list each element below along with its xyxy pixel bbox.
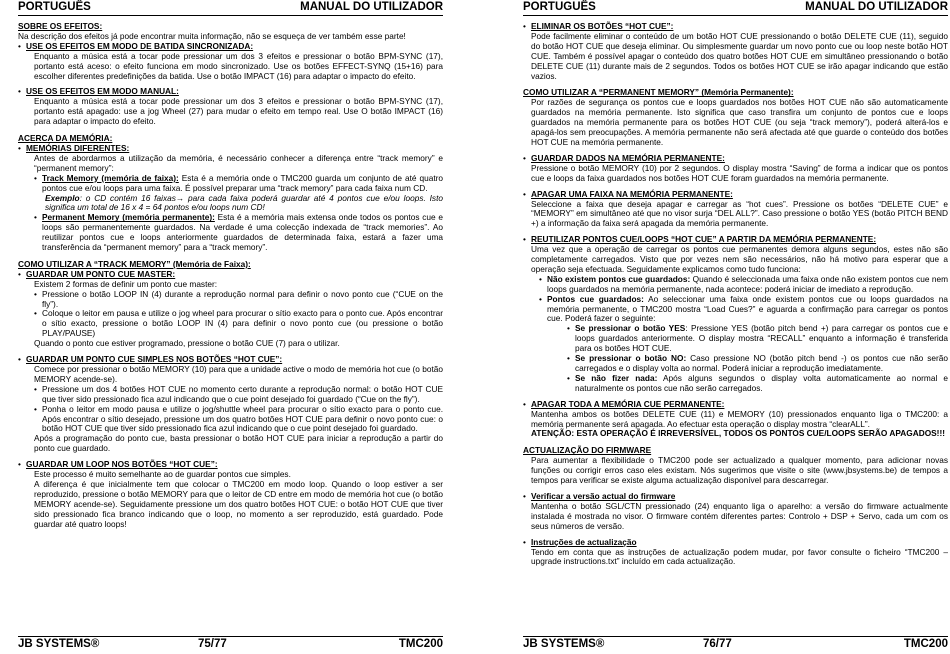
bullet-title: USE OS EFEITOS EM MODO MANUAL:	[26, 86, 179, 97]
bullet-icon: •	[523, 490, 526, 501]
bullet-item	[18, 40, 443, 52]
bullet-title: GUARDAR UM LOOP NOS BOTÕES “HOT CUE”:	[26, 459, 218, 470]
bullet-title: USE OS EFEITOS EM MODO DE BATIDA SINCRONIZADA:	[26, 40, 254, 51]
option-item	[567, 353, 948, 374]
footer-model: TMC200	[903, 638, 948, 650]
sub-bullet-text: Quando é seleccionada uma faixa onde não existem pontos cue nem loops guardados na memória permanente, nada acontece: poderá iniciar de imediato a reprodução.	[547, 273, 948, 294]
bullet-icon: •	[523, 21, 526, 31]
bullet-icon: •	[18, 354, 21, 365]
sub-bullet-item	[539, 293, 948, 325]
sub-bullet-icon: •	[539, 293, 542, 304]
paragraph: Mantenha ambos os botões DELETE CUE (11) e MEMORY (10) pressionados enquanto liga o TMC200: a memória permanente será apagada. Ao efectuar esta operação o display mostra “clearALL”.	[531, 408, 948, 429]
left-body	[18, 22, 443, 632]
bullet-item	[523, 536, 948, 548]
paragraph: Tendo em conta que as instruções de actualização podem mudar, por favor consulte o ficheiro “TMC200 – upgrade instructions.txt” incluído em cada actualização.	[531, 546, 948, 567]
bullet-title: APAGAR TODA A MEMÓRIA CUE PERMANENTE:	[531, 398, 725, 409]
bullet-icon: •	[18, 268, 21, 279]
paragraph: Seleccione a faixa que deseja apagar e carregar as “hot cues”. Pressione os botões “DELETE CUE” e “MEMORY” em simultâneo até que no visor surja “DEL ALL?”. Caso pressione o botão YES (botão PITCH BEND +) a informação da faixa será apagada da memória permanente.	[531, 198, 948, 229]
bullet-icon: •	[523, 234, 526, 245]
sub-bullet-title: Pontos cue guardados:	[547, 293, 644, 304]
option-item	[567, 323, 948, 354]
paragraph: Após a programação do ponto cue, basta pressionar o botão HOT CUE para iniciar a reprodução a partir do ponto cue guardado.	[34, 433, 443, 454]
sub-bullet-item	[34, 212, 443, 253]
left-footer	[18, 636, 443, 653]
sub-bullet-icon: •	[34, 288, 37, 299]
option-bullet-icon: •	[567, 372, 570, 383]
section-title: COMO UTILIZAR A “TRACK MEMORY” (Memória de Faixa):	[18, 258, 251, 269]
paragraph: Por razões de segurança os pontos cue e loops guardados nos botões HOT CUE não são automaticamente guardados na memória permanente. Isto significa que caso transfira um conjunto de pontos cue e loops guardados na memória permanente para os botões HOT CUE (ou seja “track memory”), poderá alterá-los e apagá-los sem preocupações. A memória permanente não será afectada até que guarde o conteúdo dos botões HOT CUE na memória permanente.	[531, 97, 948, 147]
right-header	[523, 1, 948, 16]
bullet-title: ELIMINAR OS BOTÕES “HOT CUE”:	[531, 21, 674, 31]
option-text: Caso pressione NO (botão pitch bend -) os pontos cue não serão carregados e o display volta ao normal. Poderá iniciar a reprodução imediatamente.	[575, 353, 948, 373]
right-body	[523, 22, 948, 632]
bullet-title: GUARDAR UM PONTO CUE SIMPLES NOS BOTÕES “HOT CUE”:	[26, 354, 283, 365]
bullet-title: GUARDAR UM PONTO CUE MASTER:	[26, 268, 176, 279]
right-page	[523, 0, 948, 654]
bullet-icon: •	[523, 536, 526, 547]
bullet-title: GUARDAR DADOS NA MEMÓRIA PERMANENTE:	[531, 152, 725, 163]
footer-brand: JB SYSTEMS®	[523, 638, 605, 650]
right-footer	[523, 636, 948, 653]
sub-bullet-title: Não existem pontos cue guardados:	[547, 273, 691, 284]
option-title: Se não fizer nada:	[575, 372, 658, 383]
bullet-item	[523, 234, 948, 245]
section-title: ACERCA DA MEMÓRIA:	[18, 133, 113, 144]
sub-bullet-icon: •	[34, 172, 37, 183]
sub-bullet-item	[34, 288, 443, 310]
bullet-title: APAGAR UMA FAIXA NA MEMÓRIA PERMANENTE:	[531, 188, 733, 199]
paragraph: Enquanto a música está a tocar pode pressionar um dos 3 efeitos e pressionar o botão BPM-SYNC (17), portanto está aceso: o efeito funciona em modo sincronizado. Use os botões EFFECT-SYNQ (15+16) para escolher diferentes predefinições da batida. Use o botão IMPACT (16) para adaptar o impacto do efeito.	[34, 50, 443, 81]
bullet-icon: •	[523, 188, 526, 199]
sub-bullet-icon: •	[34, 403, 37, 414]
example-label: Exemplo	[45, 192, 80, 203]
paragraph: Quando o ponto cue estiver programado, pressione o botão CUE (7) para o utilizar.	[34, 338, 340, 349]
sub-bullet-icon: •	[34, 212, 37, 223]
sub-bullet-text: Pressione um dos 4 botões HOT CUE no momento certo durante a reprodução normal: o botão HOT CUE que tiver sido pressionado fica azul indicando que o cue point desejado foi guardado (“Cue on the fly”).	[42, 383, 443, 404]
paragraph: Comece por pressionar o botão MEMORY (10) para que a unidade active o modo de memória hot cue (o botão MEMORY acende-se).	[34, 364, 443, 384]
left-page	[18, 0, 443, 654]
paragraph: Este processo é muito semelhante ao de guardar pontos cue simples.	[34, 469, 291, 480]
bullet-item	[523, 152, 948, 164]
paragraph: Enquanto a música está a tocar pode pressionar um dos 3 efeitos e pressionar o botão BPM-SYNC (17), portanto está apagado: use a jog Wheel (27) para mudar o efeito em tempo real. Use O botão IMPACT (16) para adaptar o impacto do efeito.	[34, 96, 443, 127]
sub-bullet-text: Pressione o botão LOOP IN (4) durante a reprodução normal para definir o novo ponto cue (“CUE on the fly”).	[42, 288, 443, 309]
bullet-item	[523, 21, 948, 32]
sub-bullet-item	[34, 383, 443, 405]
paragraph: Pressione o botão MEMORY (10) por 2 segundos. O display mostra “Saving” de forma a indicar que os pontos cue e loops da faixa guardados nos botões HOT CUE foram guardados na memória permanente.	[531, 162, 948, 183]
sub-bullet-icon: •	[34, 308, 37, 319]
bullet-icon: •	[18, 86, 21, 97]
sub-bullet-text: Ponha o leitor em modo pausa e utilize o jog/shuttle wheel para procurar o sítio exacto para o ponto cue. Após encontrar o sítio desejado, pressione um dos quatro botões HOT CUE para definir o novo ponto cue: o botão HOT CUE que tiver sido pressionado fica azul indicando que o cue point desejado foi guardado.	[42, 403, 443, 434]
bullet-item	[18, 142, 443, 154]
bullet-title: Verificar a versão actual do firmware	[531, 490, 676, 501]
warning-text: ATENÇÃO: ESTA OPERAÇÃO É IRREVERSÍVEL, TODOS OS PONTOS CUE/LOOPS SERÃO APAGADOS!!!	[531, 428, 945, 439]
sub-bullet-item	[34, 403, 443, 435]
bullet-icon: •	[18, 40, 21, 51]
example-body: : o CD contém 16 faixas→ para cada faixa poderá guardar até 4 pontos cue e/ou loops. Isto significa um total de 16 x 4 = 64 pontos e/ou loops num CD!	[45, 192, 443, 213]
footer-page-number: 76/77	[703, 638, 732, 650]
header-language: PORTUGUÊS	[523, 1, 596, 13]
option-title: Se pressionar o botão NO:	[575, 353, 687, 364]
paragraph: Uma vez que a operação de carregar os pontos cue permanentes demora alguns segundos, estes não são completamente carregados. Visto que por vezes nem são necessários, não há motivo para esperar que a operação seja efectuada. Seguidamente explicamos como tudo funciona:	[531, 244, 948, 274]
sub-bullet-text: Esta é a memória onde o TMC200 guarda um conjunto de até quatro pontos cue e/ou loops para uma faixa. É possível preparar uma “track memory” para cada faixa num CD.	[42, 172, 444, 193]
sub-bullet-text: Esta é a memória mais extensa onde todos os pontos cue e loops são permanentemente guardados. Na verdade é uma colecção indexada de “track memories”. Ao reutilizar pontos cue e loops anteriormente guardados de determinada faixa, estará a fazer uma transferência da “permanent memory” para a “track memory”.	[42, 212, 443, 253]
option-title: Se pressionar o botão YES	[575, 323, 686, 334]
header-language: PORTUGUÊS	[18, 1, 91, 13]
bullet-item	[18, 86, 443, 97]
section-title: SOBRE OS EFEITOS:	[18, 21, 103, 31]
sub-bullet-text: Ao seleccionar uma faixa onde existem pontos cue ou loops guardados na memória permanente, o TMC200 mostra “Load Cues?” e aguarda a confirmação para carregar os pontos cue. Poderá fazer o seguinte:	[547, 293, 948, 324]
option-bullet-icon: •	[567, 323, 570, 334]
paragraph: Existem 2 formas de definir um ponto cue master:	[34, 278, 218, 289]
paragraph: Mantenha o botão SGL/CTN pressionado (24) enquanto liga o aparelho: a versão do firmware actualmente instalada é mostrada no visor. O firmware contém diferentes partes: Controlo + DSP + Servo, cada um com os seus números de versão.	[531, 500, 948, 531]
paragraph: Antes de abordarmos a utilização da memória, é necessário conhecer a diferença entre “track memory” e “permanent memory”:	[34, 152, 443, 173]
bullet-item	[523, 398, 948, 410]
bullet-item	[18, 354, 443, 365]
bullet-item	[18, 268, 443, 280]
sub-bullet-item	[539, 273, 948, 295]
header-title: MANUAL DO UTILIZADOR	[300, 1, 443, 13]
option-text: Após alguns segundos o display volta automaticamente ao normal e naturalmente os pontos cue não serão carregados.	[575, 372, 948, 393]
option-item	[567, 372, 948, 394]
section-title: COMO UTILIZAR A “PERMANENT MEMORY” (Memória Permanente):	[523, 87, 794, 98]
bullet-title: MEMÓRIAS DIFERENTES:	[26, 142, 130, 153]
option-bullet-icon: •	[567, 353, 570, 364]
bullet-icon: •	[18, 459, 21, 470]
bullet-title: Instruções de actualização	[531, 536, 637, 547]
sub-bullet-item	[34, 308, 443, 339]
header-title: MANUAL DO UTILIZADOR	[805, 1, 948, 13]
section-title: ACTUALIZAÇÃO DO FIRMWARE	[523, 445, 652, 456]
bullet-item	[18, 459, 443, 470]
bullet-item	[523, 490, 948, 502]
example-text	[45, 194, 443, 214]
footer-brand: JB SYSTEMS®	[18, 638, 100, 650]
sub-bullet-icon: •	[34, 383, 37, 394]
sub-bullet-icon: •	[539, 273, 542, 284]
footer-model: TMC200	[398, 638, 443, 650]
option-text: : Pressione YES (botão pitch bend +) para carregar os pontos cue e loops guardados anteriormente. O display mostra “RECALL” enquanto a informação é transferida para os botões HOT CUE.	[575, 323, 948, 354]
paragraph: Pode facilmente eliminar o conteúdo de um botão HOT CUE pressionando o botão DELETE CUE (11), seguido do botão HOT CUE que deseja eliminar. Ou simplesmente guardar um novo ponto cue ou loop neste botão HOT CUE. Também é possível apagar o conteúdo dos quatro botões HOT CUE em simultâneo pressionando o botão DELETE CUE (11) durante mais de 2 segundos. Todos os botões HOT CUE se irão apagar indicando que estão vazios.	[531, 30, 948, 81]
bullet-icon: •	[523, 398, 526, 409]
bullet-icon: •	[523, 152, 526, 163]
bullet-title: REUTILIZAR PONTOS CUE/LOOPS “HOT CUE” A PARTIR DA MEMÓRIA PERMANENTE:	[531, 234, 877, 245]
sub-bullet-item	[34, 172, 444, 194]
sub-bullet-text: Coloque o leitor em pausa e utilize o jog wheel para procurar o sítio exacto para o ponto cue. Após encontrar o sítio exacto, pressione o botão LOOP IN (4) para definir o novo ponto cue (ou pressione o botão PLAY/PAUSE)	[42, 308, 443, 339]
paragraph: Para aumentar a flexibilidade o TMC200 pode ser actualizado a qualquer momento, para adicionar novas funções ou corrigir erros caso eles existam. Nós sugerimos que visite o site (www.jbsystems.be) de tempos a tempos para verificar se existe alguma actualização disponível para descarregar.	[531, 455, 948, 486]
footer-page-number: 75/77	[198, 638, 227, 650]
sub-bullet-title: Permanent Memory (memória permanente):	[42, 212, 215, 223]
bullet-item	[523, 188, 948, 200]
paragraph: Na descrição dos efeitos já pode encontrar muita informação, não se esqueça de ver também esse parte!	[18, 30, 406, 41]
bullet-icon: •	[18, 142, 21, 153]
sub-bullet-title: Track Memory (memória de faixa):	[42, 172, 179, 183]
left-header	[18, 1, 443, 16]
paragraph: A diferença é que inicialmente tem que colocar o TMC200 em modo loop. Quando o loop estiver a ser reproduzido, pressione o botão MEMORY para que o leitor de CD entre em modo de memória hot cue (o botão MEMORY acende-se). Seguidamente pressione um dos quatro botões HOT CUE: o botão HOT CUE que tiver sido pressionado fica branco indicando que o loop, no momento a ser reproduzido, está guardado. Pode guardar até quatro loops!	[34, 478, 443, 529]
